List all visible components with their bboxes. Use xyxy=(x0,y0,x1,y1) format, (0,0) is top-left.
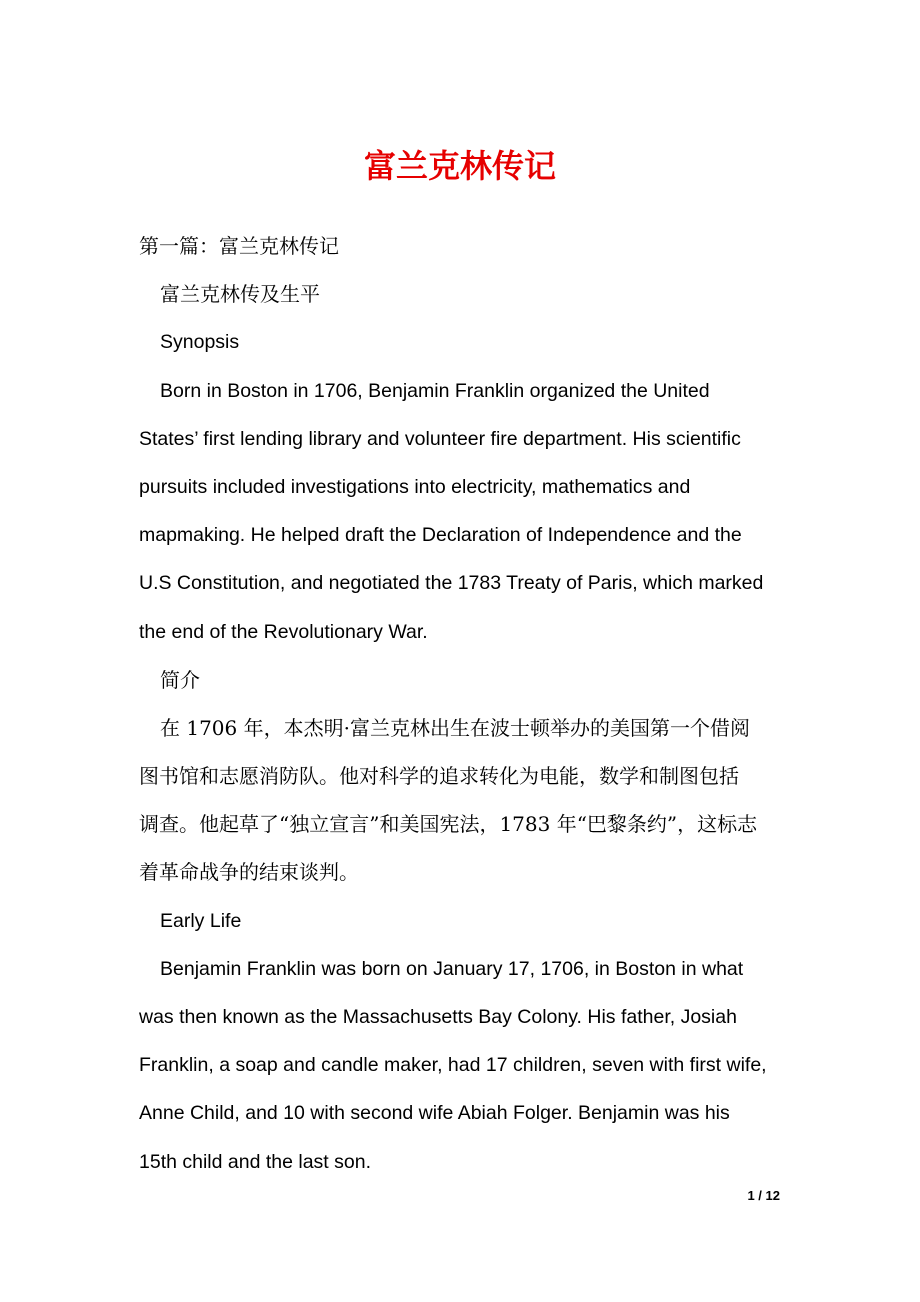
paragraph-line: States’ first lending library and volunteer fire department. His scientific xyxy=(139,427,741,450)
subheading: 富兰克林传及生平 xyxy=(160,282,320,307)
paragraph-line: 在 1706 年，本杰明·富兰克林出生在波士顿举办的美国第一个借阅 xyxy=(160,715,750,740)
paragraph-line: 图书馆和志愿消防队。他对科学的追求转化为电能，数学和制图包括 xyxy=(139,764,739,789)
paragraph-line: mapmaking. He helped draft the Declaration of Independence and the xyxy=(139,524,742,547)
paragraph-line: 15th child and the last son. xyxy=(139,1150,371,1173)
document-body xyxy=(139,222,781,1186)
paragraph-line: Born in Boston in 1706, Benjamin Franklin organized the United xyxy=(160,379,710,402)
paragraph-line: Franklin, a soap and candle maker, had 17 children, seven with first wife, xyxy=(139,1054,767,1077)
paragraph-line: Anne Child, and 10 with second wife Abiah Folger. Benjamin was his xyxy=(139,1102,730,1125)
document-title: 富兰克林传记 xyxy=(363,147,556,185)
paragraph-line: the end of the Revolutionary War. xyxy=(139,620,428,643)
section-heading: 第一篇：富兰克林传记 xyxy=(139,234,339,258)
subheading-intro: 简介 xyxy=(160,667,200,692)
paragraph-line: 着革命战争的结束谈判。 xyxy=(139,860,359,885)
subheading-early-life: Early Life xyxy=(160,909,242,932)
page-number: 1 / 12 xyxy=(747,1188,780,1203)
paragraph-line: Benjamin Franklin was born on January 17, 1706, in Boston in what xyxy=(160,957,744,980)
paragraph-line: U.S Constitution, and negotiated the 1783 Treaty of Paris, which marked xyxy=(139,572,764,595)
paragraph-line: pursuits included investigations into electricity, mathematics and xyxy=(139,475,691,498)
paragraph-line: 调查。他起草了“独立宣言”和美国宪法，1783 年“巴黎条约”，这标志 xyxy=(139,812,758,837)
paragraph-line: was then known as the Massachusetts Bay Colony. His father, Josiah xyxy=(139,1006,737,1028)
subheading-synopsis: Synopsis xyxy=(160,331,240,354)
